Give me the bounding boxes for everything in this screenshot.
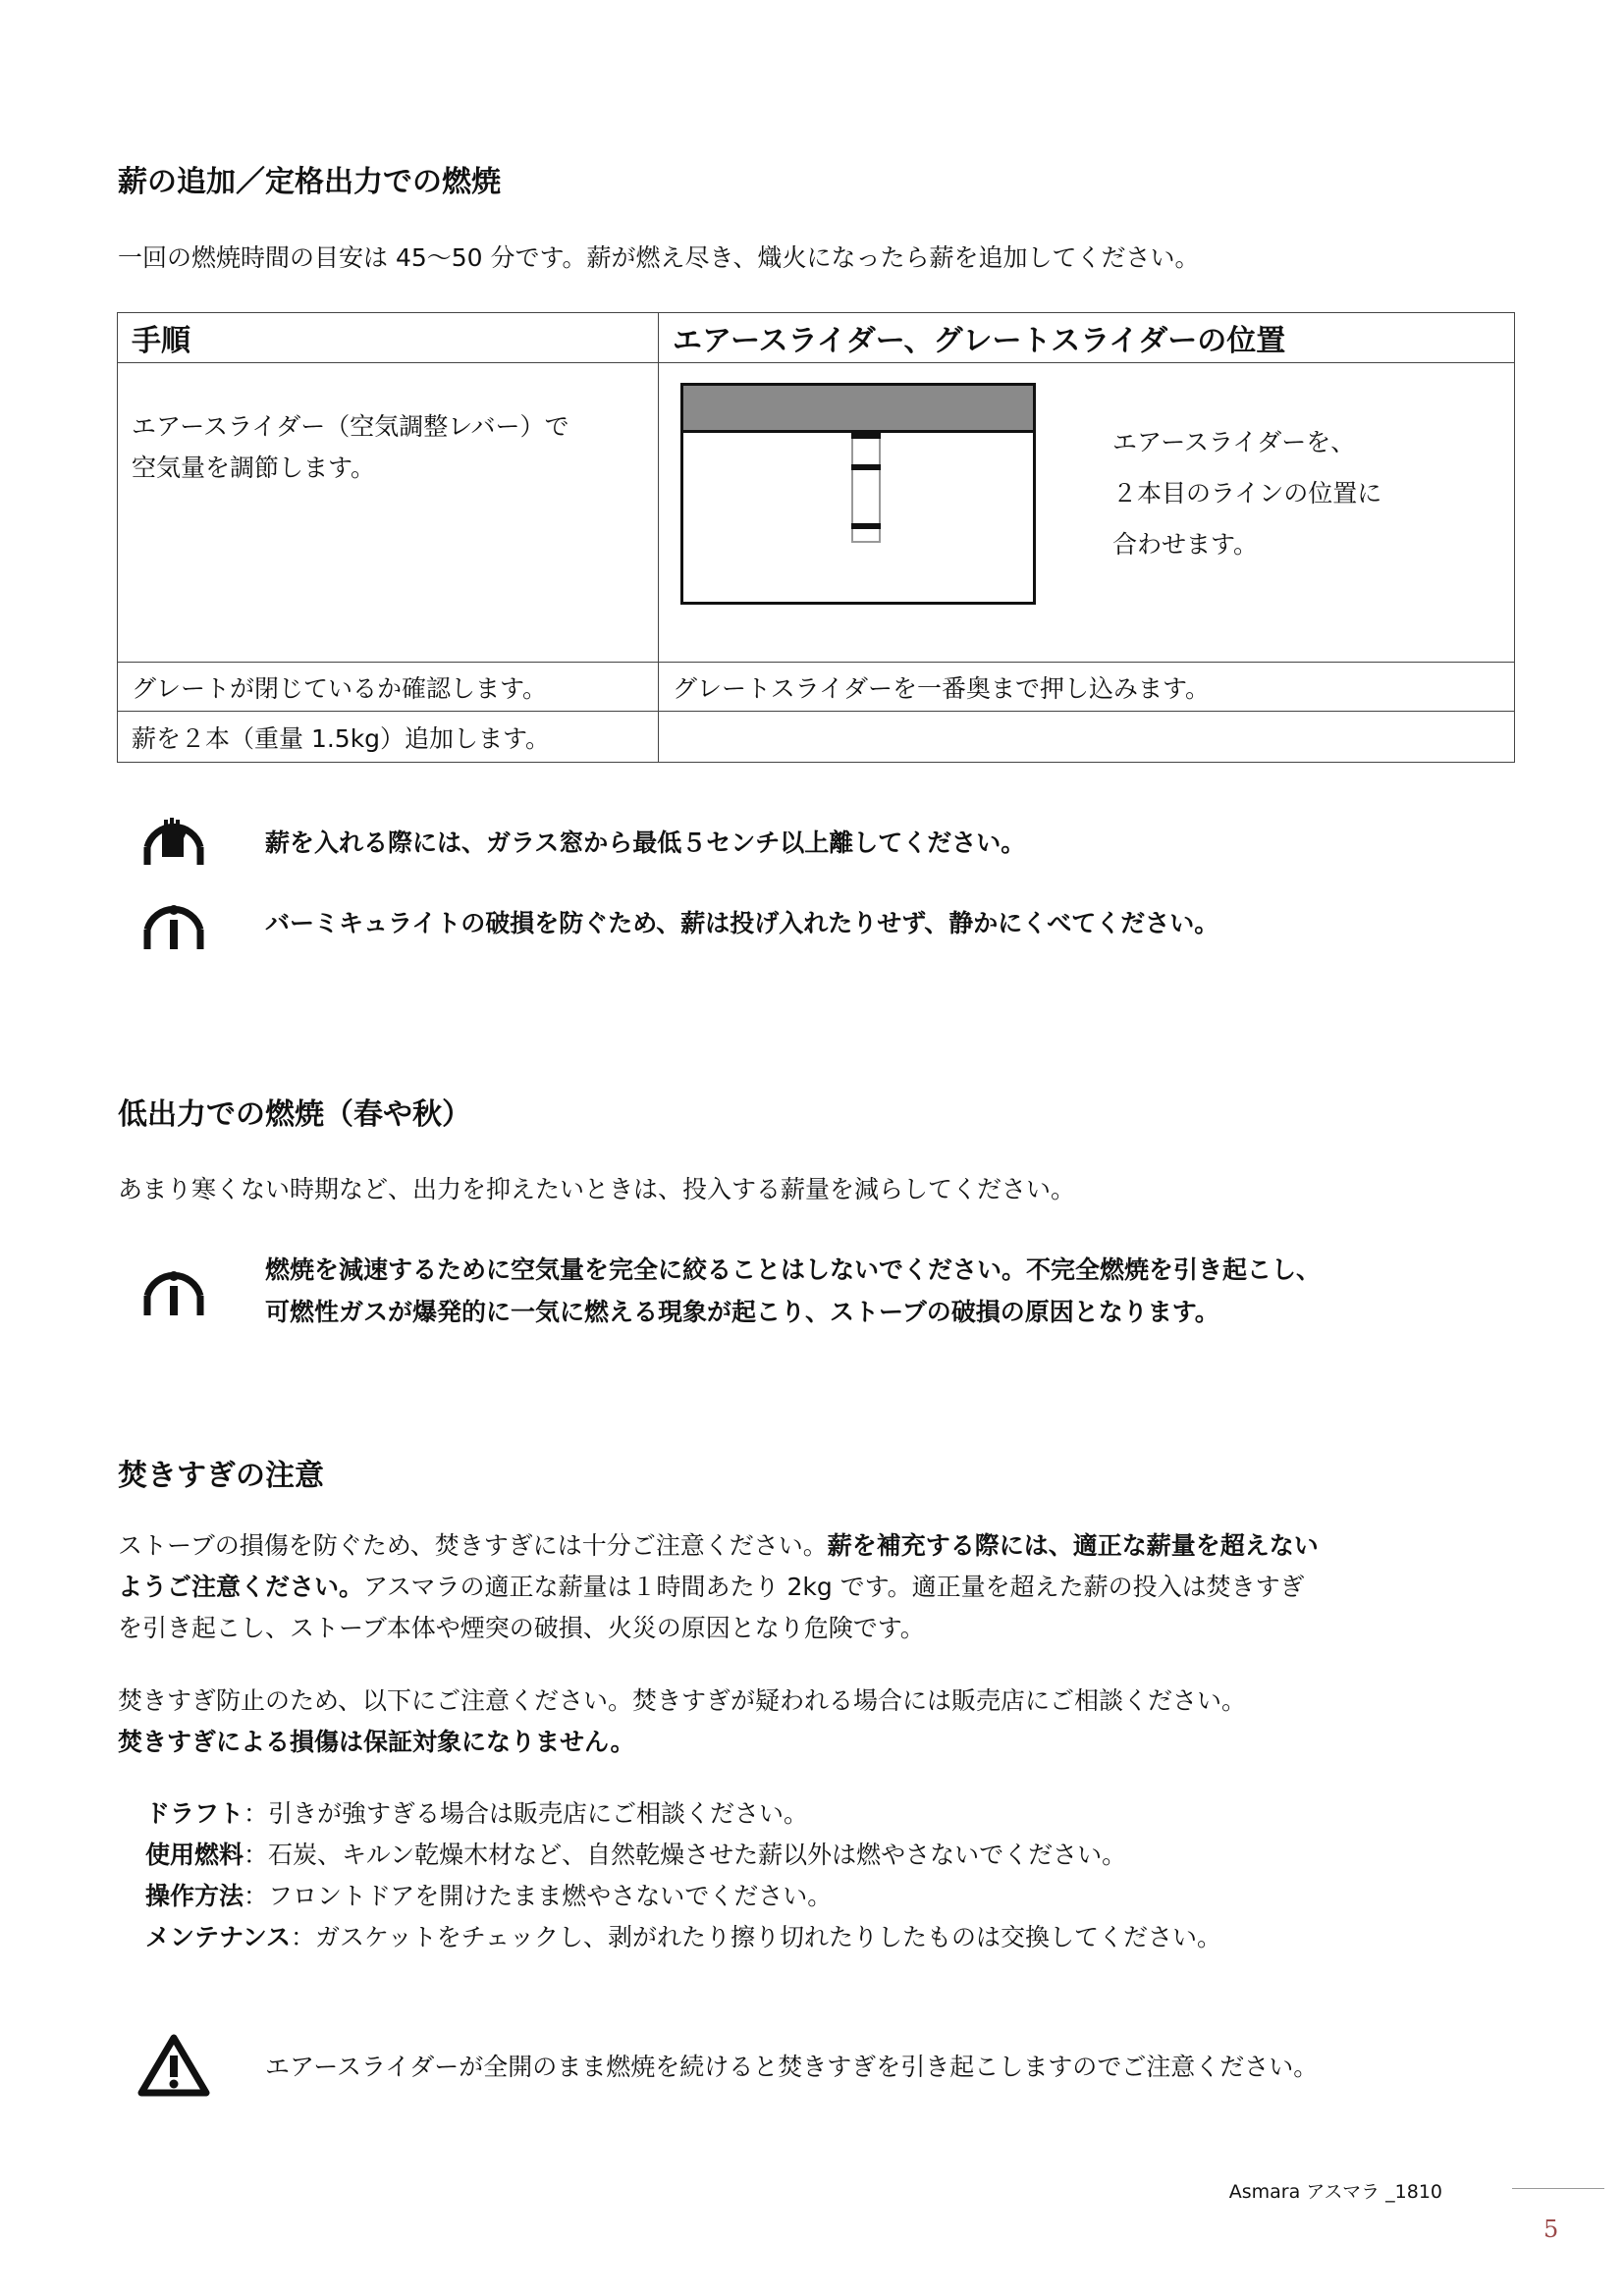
diagram-note-line: ２本目のラインの位置に bbox=[1112, 479, 1382, 507]
list-desc: ：石炭、キルン乾燥木材など、自然乾燥させた薪以外は燃やさないでください。 bbox=[244, 1841, 1127, 1869]
warranty-note: 焚きすぎによる損傷は保証対象になりません。 bbox=[118, 1728, 635, 1756]
note-text-line: 可燃性ガスが爆発的に一気に燃える現象が起こり、ストーブの破損の原因となります。 bbox=[265, 1298, 1219, 1326]
section-title-low-output: 低出力での燃焼（春や秋） bbox=[118, 1097, 471, 1132]
list-item bbox=[145, 1793, 1221, 1835]
info-icon bbox=[137, 1255, 210, 1321]
paragraph-line bbox=[118, 1567, 1319, 1608]
section-intro: あまり寒くない時期など、出力を抑えたいときは、投入する薪量を減らしてください。 bbox=[118, 1175, 1076, 1203]
table-header-steps: 手順 bbox=[118, 313, 659, 363]
section-title-add-wood: 薪の追加／定格出力での燃焼 bbox=[118, 165, 501, 199]
overfiring-paragraph bbox=[118, 1525, 1319, 1649]
note-text-line: 燃焼を減速するために空気量を完全に絞ることはしないでください。不完全燃焼を引き起こし、 bbox=[265, 1255, 1322, 1284]
slider-scale bbox=[851, 433, 881, 543]
note-text: 薪を入れる際には、ガラス窓から最低５センチ以上離してください。 bbox=[265, 828, 1026, 857]
caution-list bbox=[145, 1793, 1221, 1958]
slider-bar bbox=[683, 386, 1033, 433]
scale-line bbox=[851, 523, 881, 529]
air-slider-diagram bbox=[680, 383, 1036, 605]
cell-text: 空気量を調節します。 bbox=[132, 454, 376, 482]
note-text: バーミキュライトの破損を防ぐため、薪は投げ入れたりせず、静かにくべてください。 bbox=[265, 909, 1219, 937]
diagram-note-line: 合わせます。 bbox=[1112, 530, 1259, 559]
list-item bbox=[145, 1876, 1221, 1917]
list-desc: ：フロントドアを開けたまま燃やさないでください。 bbox=[244, 1882, 833, 1910]
list-item bbox=[145, 1835, 1221, 1876]
table-cell: 薪を２本（重量 1.5kg）追加します。 bbox=[118, 712, 659, 763]
diagram-note-line: エアースライダーを、 bbox=[1112, 428, 1356, 456]
info-icon bbox=[137, 888, 210, 955]
section-title-overfiring: 焚きすぎの注意 bbox=[118, 1459, 324, 1493]
text-normal: アスマラの適正な薪量は１時間あたり 2kg です。適正量を超えた薪の投入は焚きすぎ bbox=[363, 1573, 1305, 1601]
prevention-paragraph bbox=[118, 1681, 1246, 1763]
list-desc: ：ガスケットをチェックし、剥がれたり擦り切れたりしたものは交換してください。 bbox=[291, 1923, 1222, 1951]
list-item bbox=[145, 1917, 1221, 1958]
paragraph-line bbox=[118, 1525, 1319, 1567]
table-cell: グレートが閉じているか確認します。 bbox=[118, 663, 659, 712]
table-header-positions: エアースライダー、グレートスライダーの位置 bbox=[659, 313, 1515, 363]
scale-line bbox=[851, 433, 881, 439]
scale-line bbox=[851, 464, 881, 470]
list-term: ドラフト bbox=[145, 1799, 244, 1828]
text-normal: ストーブの損傷を防ぐため、焚きすぎには十分ご注意ください。 bbox=[118, 1531, 828, 1560]
list-term: メンテナンス bbox=[145, 1923, 292, 1951]
paragraph-line: 焚きすぎ防止のため、以下にご注意ください。焚きすぎが疑われる場合には販売店にご相談ください。 bbox=[118, 1686, 1247, 1715]
list-term: 操作方法 bbox=[145, 1882, 244, 1910]
table-cell: グレートスライダーを一番奥まで押し込みます。 bbox=[659, 663, 1515, 712]
table-cell bbox=[659, 712, 1515, 763]
cell-text: エアースライダー（空気調整レバー）で bbox=[132, 412, 569, 441]
note-text bbox=[265, 1249, 1321, 1333]
table-cell bbox=[118, 363, 659, 663]
note-text: エアースライダーが全開のまま燃焼を続けると焚きすぎを引き起こしますのでご注意ください。 bbox=[265, 2053, 1319, 2081]
text-bold: 薪を補充する際には、適正な薪量を超えない bbox=[827, 1531, 1319, 1560]
section-intro: 一回の燃焼時間の目安は 45〜50 分です。薪が燃え尽き、熾火になったら薪を追加してください。 bbox=[118, 243, 1200, 272]
list-term: 使用燃料 bbox=[145, 1841, 244, 1869]
paragraph-line: を引き起こし、ストーブ本体や煙突の破損、火災の原因となり危険です。 bbox=[118, 1614, 925, 1642]
warning-icon bbox=[137, 2032, 210, 2099]
list-desc: ：引きが強すぎる場合は販売店にご相談ください。 bbox=[244, 1799, 809, 1828]
page-number: 5 bbox=[1543, 2216, 1559, 2243]
diagram-note bbox=[1112, 417, 1381, 570]
footer-text: Asmara アスマラ _1810 bbox=[1228, 2181, 1442, 2203]
glove-icon bbox=[137, 808, 210, 875]
footer-divider bbox=[1512, 2188, 1604, 2189]
text-bold: ようご注意ください。 bbox=[118, 1573, 364, 1601]
